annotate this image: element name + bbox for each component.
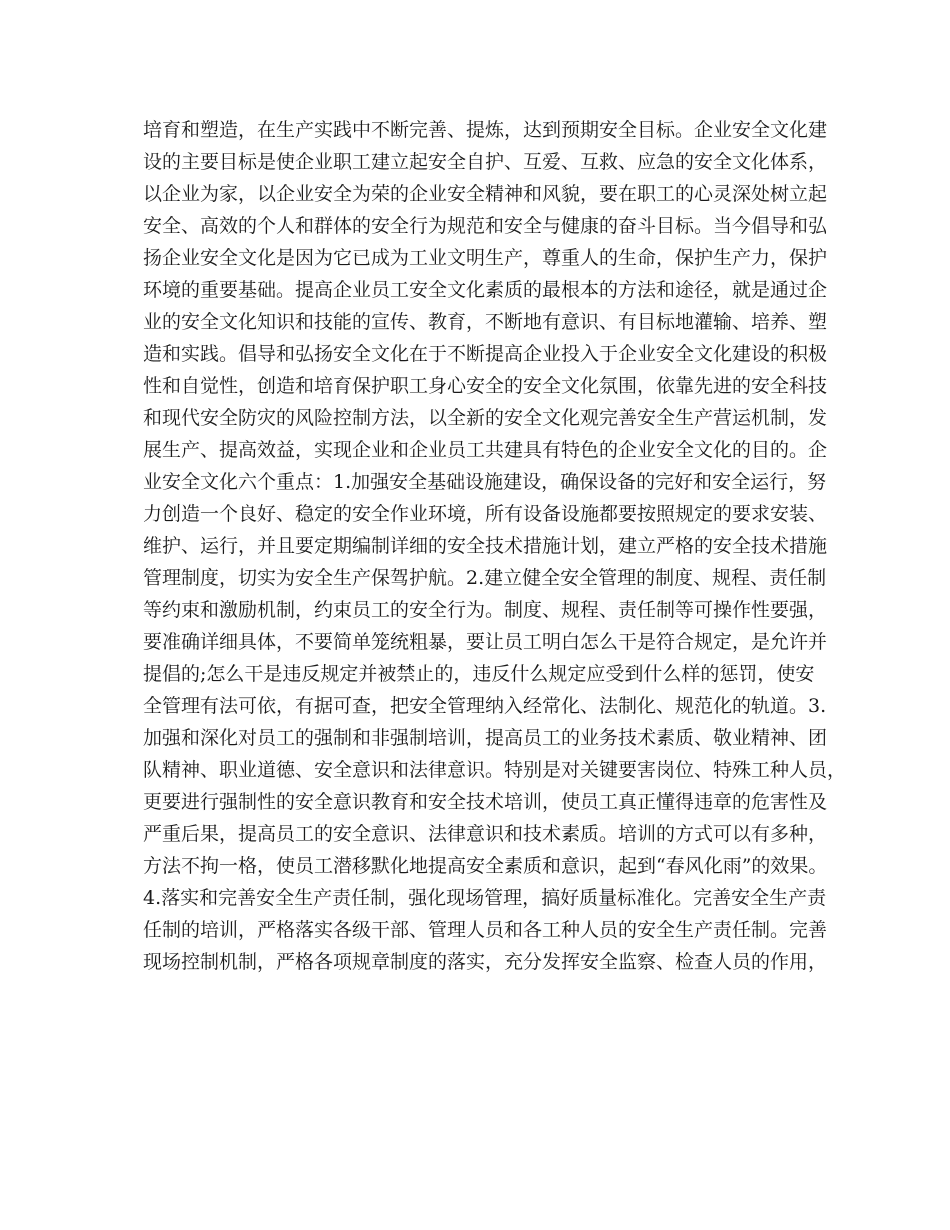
text-line: 管理制度，切实为安全生产保驾护航。2.建立健全安全管理的制度、规程、责任制 (143, 567, 827, 589)
text-line: 更要进行强制性的安全意识教育和安全技术培训，使员工真正懂得违章的危害性及 (143, 791, 828, 813)
text-line: 力创造一个良好、稳定的安全作业环境，所有设备设施都要按照规定的要求安装、 (143, 503, 828, 525)
text-line: 设的主要目标是使企业职工建立起安全自护、互爱、互救、应急的安全文化体系， (143, 151, 828, 173)
text-line: 方法不拘一格，使员工潜移默化地提高安全素质和意识，起到“春风化雨”的效果。 (143, 855, 828, 877)
text-line: 环境的重要基础。提高企业员工安全文化素质的最根本的方法和途径，就是通过企 (143, 279, 828, 301)
body-text (143, 114, 847, 978)
text-line: 安全、高效的个人和群体的安全行为规范和安全与健康的奋斗目标。当今倡导和弘 (143, 215, 828, 237)
text-line: 培育和塑造，在生产实践中不断完善、提炼，达到预期安全目标。企业安全文化建 (143, 119, 828, 141)
text-line: 全管理有法可依，有据可查，把安全管理纳入经常化、法制化、规范化的轨道。3. (143, 695, 827, 717)
text-line: 造和实践。倡导和弘扬安全文化在于不断提高企业投入于企业安全文化建设的积极 (143, 343, 828, 365)
text-line: 4.落实和完善安全生产责任制，强化现场管理，搞好质量标准化。完善安全生产责 (143, 887, 827, 909)
text-line: 任制的培训，严格落实各级干部、管理人员和各工种人员的安全生产责任制。完善 (143, 919, 828, 941)
text-line: 业的安全文化知识和技能的宣传、教育，不断地有意识、有目标地灌输、培养、塑 (143, 311, 828, 333)
text-line: 队精神、职业道德、安全意识和法律意识。特别是对关键要害岗位、特殊工种人员， (143, 759, 847, 781)
text-line: 维护、运行，并且要定期编制详细的安全技术措施计划，建立严格的安全技术措施 (143, 535, 828, 557)
text-line: 加强和深化对员工的强制和非强制培训，提高员工的业务技术素质、敬业精神、团 (143, 727, 828, 749)
text-line: 等约束和激励机制，约束员工的安全行为。制度、规程、责任制等可操作性要强， (143, 599, 828, 621)
text-line: 业安全文化六个重点：1.加强安全基础设施建设，确保设备的完好和安全运行，努 (143, 471, 827, 493)
text-line: 要准确详细具体，不要简单笼统粗暴，要让员工明白怎么干是符合规定，是允许并 (143, 631, 828, 653)
text-line: 性和自觉性，创造和培育保护职工身心安全的安全文化氛围，依靠先进的安全科技 (143, 375, 828, 397)
text-line: 提倡的;怎么干是违反规定并被禁止的，违反什么规定应受到什么样的惩罚，使安 (143, 663, 815, 685)
text-line: 严重后果，提高员工的安全意识、法律意识和技术素质。培训的方式可以有多种， (143, 823, 828, 845)
text-line: 展生产、提高效益，实现企业和企业员工共建具有特色的企业安全文化的目的。企 (143, 439, 828, 461)
text-line: 和现代安全防灾的风险控制方法，以全新的安全文化观完善安全生产营运机制，发 (143, 407, 828, 429)
text-line: 现场控制机制，严格各项规章制度的落实，充分发挥安全监察、检查人员的作用， (143, 951, 828, 973)
text-line: 以企业为家，以企业安全为荣的企业安全精神和风貌，要在职工的心灵深处树立起 (143, 183, 828, 205)
text-line: 扬企业安全文化是因为它已成为工业文明生产，尊重人的生命，保护生产力，保护 (143, 247, 828, 269)
